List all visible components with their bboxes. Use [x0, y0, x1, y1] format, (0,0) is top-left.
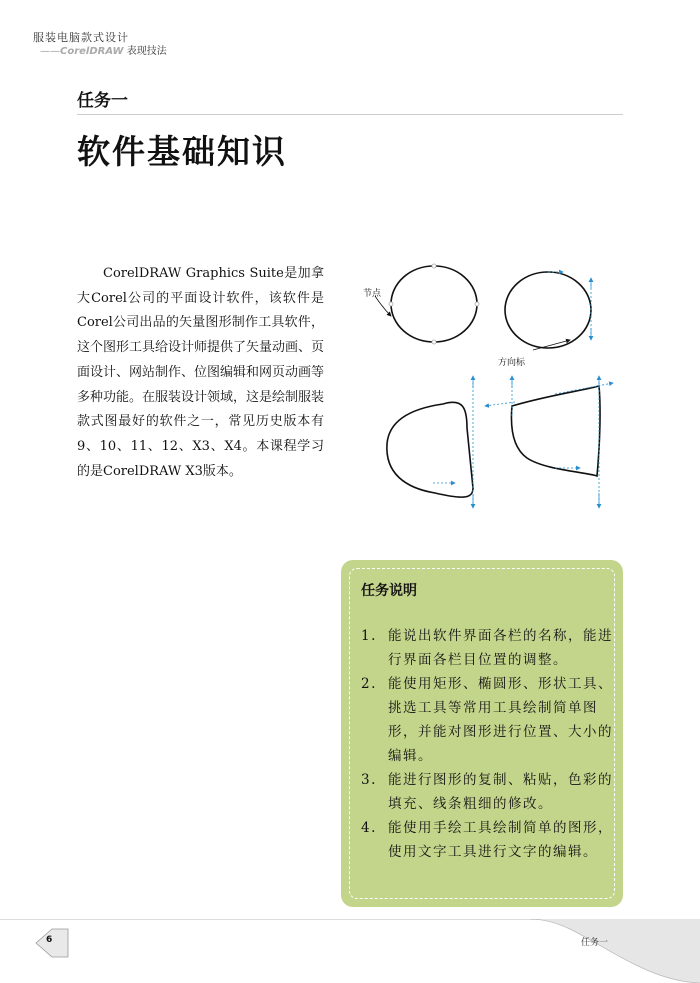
book-subtitle	[40, 42, 167, 57]
subtitle-dash: ——	[40, 46, 60, 57]
task-description-box	[341, 560, 623, 907]
node-left	[389, 302, 393, 306]
list-item: 3. 能进行图形的复制、粘贴，色彩的填充、线条粗细的修改。	[361, 772, 613, 812]
subtitle-rest: 表现技法	[123, 46, 167, 57]
footer-section: 任务一	[581, 938, 609, 948]
bezier-diagram	[355, 258, 625, 518]
node-right	[475, 302, 479, 306]
brand-name: CorelDRAW	[60, 46, 124, 57]
diagram-svg	[355, 258, 625, 518]
handle-label: 方向标	[498, 358, 526, 368]
list-item: 4. 能使用手绘工具绘制简单的图形，使用文字工具进行文字的编辑。	[361, 820, 613, 860]
node-label: 节点	[363, 289, 382, 299]
d-shape	[387, 402, 473, 497]
list-item: 1. 能说出软件界面各栏的名称，能进行界面各栏目位置的调整。	[361, 628, 613, 668]
intro-paragraph: CorelDRAW Graphics Suite是加拿大Corel公司的平面设计软件，该软件是Corel公司出品的矢量图形制作工具软件，这个图形工具给设计师提供了矢量动画、页面设计、网站制作、位图编辑和网页动画等多种功能。在服装设计领域，这是绘制服装款式图最好的软件之一，常见历史版本有9、10、11、12、X3、X4。本课程学习的是CorelDRAW X3版本。	[77, 266, 325, 479]
node-top	[432, 264, 436, 268]
task-box-title: 任务说明	[361, 583, 417, 599]
list-item: 2. 能使用矩形、椭圆形、形状工具、挑选工具等常用工具绘制简单图形，并能对图形进行位置、大小的编辑。	[361, 676, 613, 764]
footer-curve	[530, 919, 700, 983]
page-number: 6	[46, 935, 53, 945]
book-title: 服装电脑款式设计	[33, 31, 129, 44]
free-handle-top	[555, 383, 613, 394]
heading-rule	[77, 114, 623, 115]
node-pointer	[375, 296, 391, 316]
free-handle-left	[485, 402, 515, 406]
free-shape	[511, 386, 600, 476]
page-title: 软件基础知识	[77, 132, 287, 171]
task-label: 任务一	[77, 91, 128, 111]
task-list	[361, 624, 615, 864]
ellipse-with-handles	[505, 272, 591, 348]
node-bottom	[432, 340, 436, 344]
ellipse-with-nodes	[391, 266, 477, 342]
